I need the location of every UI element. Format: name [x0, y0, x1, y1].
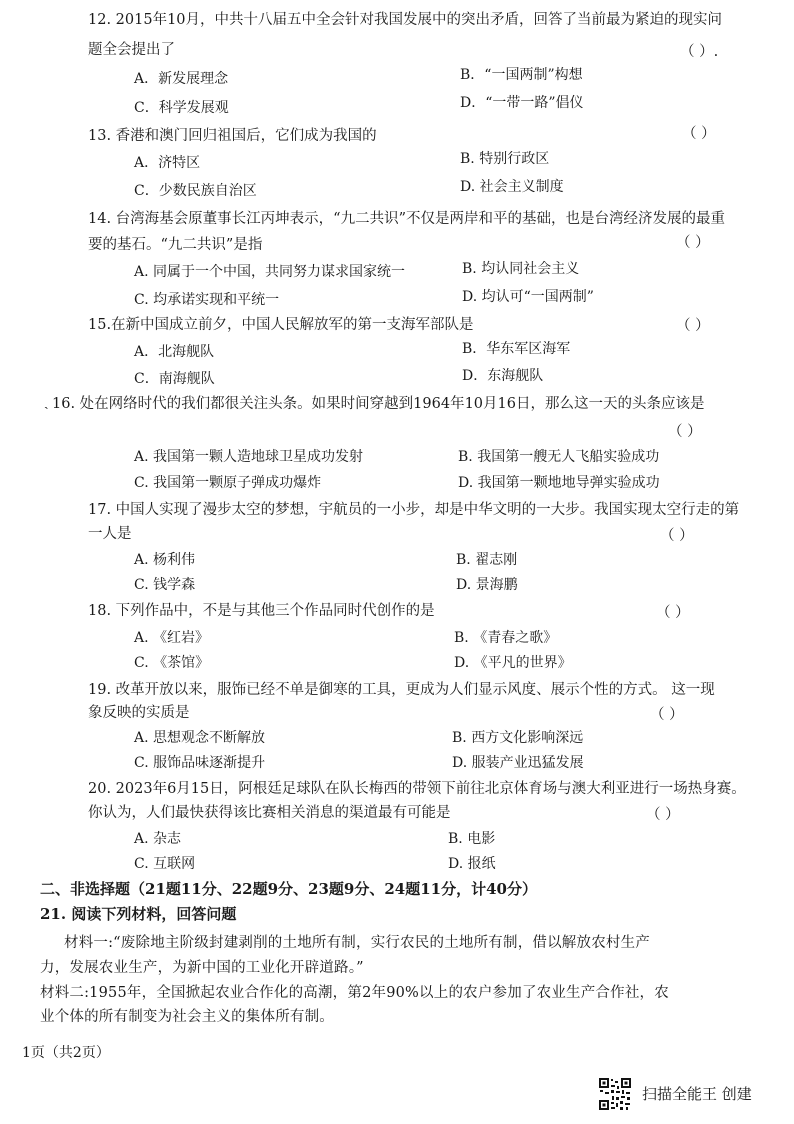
- question-18-line1: 18. 下列作品中，不是与其他三个作品同时代创作的是: [88, 603, 435, 619]
- page-number: 1页（共2页）: [22, 1045, 110, 1061]
- stray-mark: ˎ: [44, 394, 49, 410]
- question-16-answer-paren: （ ）: [668, 424, 702, 440]
- question-19-line1: 19. 改革开放以来，服饰已经不单是御寒的工具，更成为人们显示风度、展示个性的方式。 这一现: [88, 682, 715, 698]
- question-20-option-d: D. 报纸: [448, 856, 496, 872]
- material-1-line2: 力，发展农业生产，为新中国的工业化开辟道路。”: [40, 960, 364, 976]
- qr-code-icon: [598, 1077, 632, 1111]
- question-12-option-b: B．“一国两制”构想: [460, 67, 583, 83]
- question-12-option-c: C．科学发展观: [134, 100, 229, 116]
- question-13-option-a: A．济特区: [134, 155, 201, 171]
- question-20-line2: 你认为，人们最快获得该比赛相关消息的渠道最有可能是: [88, 805, 451, 821]
- question-15-option-b: B．华东军区海军: [462, 341, 571, 357]
- question-13-option-b: B. 特别行政区: [460, 151, 550, 167]
- scanner-brand-text: 扫描全能王 创建: [642, 1085, 752, 1103]
- question-17-option-a: A. 杨利伟: [134, 552, 196, 568]
- question-17-option-b: B. 翟志刚: [456, 552, 518, 568]
- question-18-answer-paren: （ ）: [656, 605, 690, 621]
- question-12-line2: 题全会提出了: [88, 42, 175, 58]
- question-17-answer-paren: （ ）: [660, 528, 694, 544]
- material-2-line2: 业个体的所有制变为社会主义的集体所有制。: [40, 1009, 334, 1025]
- question-20-answer-paren: （ ）: [646, 807, 680, 823]
- question-14-option-b: B. 均认同社会主义: [462, 261, 580, 277]
- question-19-answer-paren: （ ）: [650, 707, 684, 723]
- question-15-option-a: A．北海舰队: [134, 344, 215, 360]
- question-14-option-c: C. 均承诺实现和平统一: [134, 292, 280, 308]
- question-13-option-d: D. 社会主义制度: [460, 179, 564, 195]
- question-18-option-a: A. 《红岩》: [134, 630, 210, 646]
- question-19-option-d: D. 服装产业迅猛发展: [452, 755, 584, 771]
- question-14-line2: 要的基石。“九二共识”是指: [88, 237, 263, 253]
- question-18-option-d: D. 《平凡的世界》: [454, 655, 572, 671]
- question-15-answer-paren: （ ）: [676, 318, 710, 334]
- question-17-option-c: C. 钱学森: [134, 577, 196, 593]
- question-17-option-d: D. 景海鹏: [456, 577, 518, 593]
- question-18-option-c: C. 《茶馆》: [134, 655, 210, 671]
- question-19-line2: 象反映的实质是: [88, 705, 190, 721]
- question-20-line1: 20. 2023年6月15日，阿根廷足球队在队长梅西的带领下前往北京体育场与澳大利亚进行一场热身赛。: [88, 781, 746, 797]
- question-19-option-c: C. 服饰品味逐渐提升: [134, 755, 266, 771]
- question-12-line1: 12. 2015年10月，中共十八届五中全会针对我国发展中的突出矛盾，回答了当前最为紧迫的现实问: [88, 12, 723, 28]
- question-15-option-c: C．南海舰队: [134, 371, 215, 387]
- question-14-option-a: A. 同属于一个中国，共同努力谋求国家统一: [134, 264, 406, 280]
- question-13-option-c: C．少数民族自治区: [134, 183, 257, 199]
- question-17-line2: 一人是: [88, 526, 132, 542]
- question-12-answer-paren: （ ）.: [680, 44, 719, 60]
- question-12-option-a: A．新发展理念: [134, 71, 229, 87]
- question-14-answer-paren: （ ）: [676, 235, 710, 251]
- material-2-line1: 材料二:1955年，全国掀起农业合作化的高潮，第2年90%以上的农户参加了农业生产合作社，农: [40, 985, 669, 1001]
- question-19-option-b: B. 西方文化影响深远: [452, 730, 584, 746]
- question-12-option-d: D．“一带一路”倡仪: [460, 95, 584, 111]
- question-19-option-a: A. 思想观念不断解放: [134, 730, 266, 746]
- question-13-answer-paren: （ ）: [682, 126, 716, 142]
- question-20-option-c: C. 互联网: [134, 856, 196, 872]
- question-14-option-d: D. 均认可“一国两制”: [462, 289, 594, 305]
- question-13-line1: 13. 香港和澳门回归祖国后，它们成为我国的: [88, 128, 377, 144]
- question-20-option-b: B. 电影: [448, 831, 496, 847]
- question-16-option-b: B. 我国第一艘无人飞船实验成功: [458, 449, 660, 465]
- question-21-title: 21. 阅读下列材料，回答问题: [40, 905, 237, 923]
- question-15-option-d: D．东海舰队: [462, 368, 544, 384]
- question-16-option-a: A. 我国第一颗人造地球卫星成功发射: [134, 449, 364, 465]
- question-14-line1: 14. 台湾海基会原董事长江丙坤表示，“九二共识”不仅是两岸和平的基础，也是台湾经济发展的最重: [88, 211, 725, 227]
- section-2-header: 二、非选择题（21题11分、22题9分、23题9分、24题11分，计40分）: [40, 880, 537, 898]
- question-16-line1: 16. 处在网络时代的我们都很关注头条。如果时间穿越到1964年10月16日，那么这一天的头条应该是: [52, 396, 705, 412]
- question-18-option-b: B. 《青春之歌》: [454, 630, 558, 646]
- question-16-option-c: C. 我国第一颗原子弹成功爆炸: [134, 475, 322, 491]
- question-15-line1: 15.在新中国成立前夕，中国人民解放军的第一支海军部队是: [88, 317, 474, 333]
- material-1-line1: 材料一:“废除地主阶级封建剥削的土地所有制，实行农民的土地所有制，借以解放农村生产: [64, 935, 650, 951]
- question-16-option-d: D. 我国第一颗地地导弹实验成功: [458, 475, 660, 491]
- question-17-line1: 17. 中国人实现了漫步太空的梦想，宇航员的一小步，却是中华文明的一大步。我国实现太空行走的第: [88, 502, 740, 518]
- question-20-option-a: A. 杂志: [134, 831, 182, 847]
